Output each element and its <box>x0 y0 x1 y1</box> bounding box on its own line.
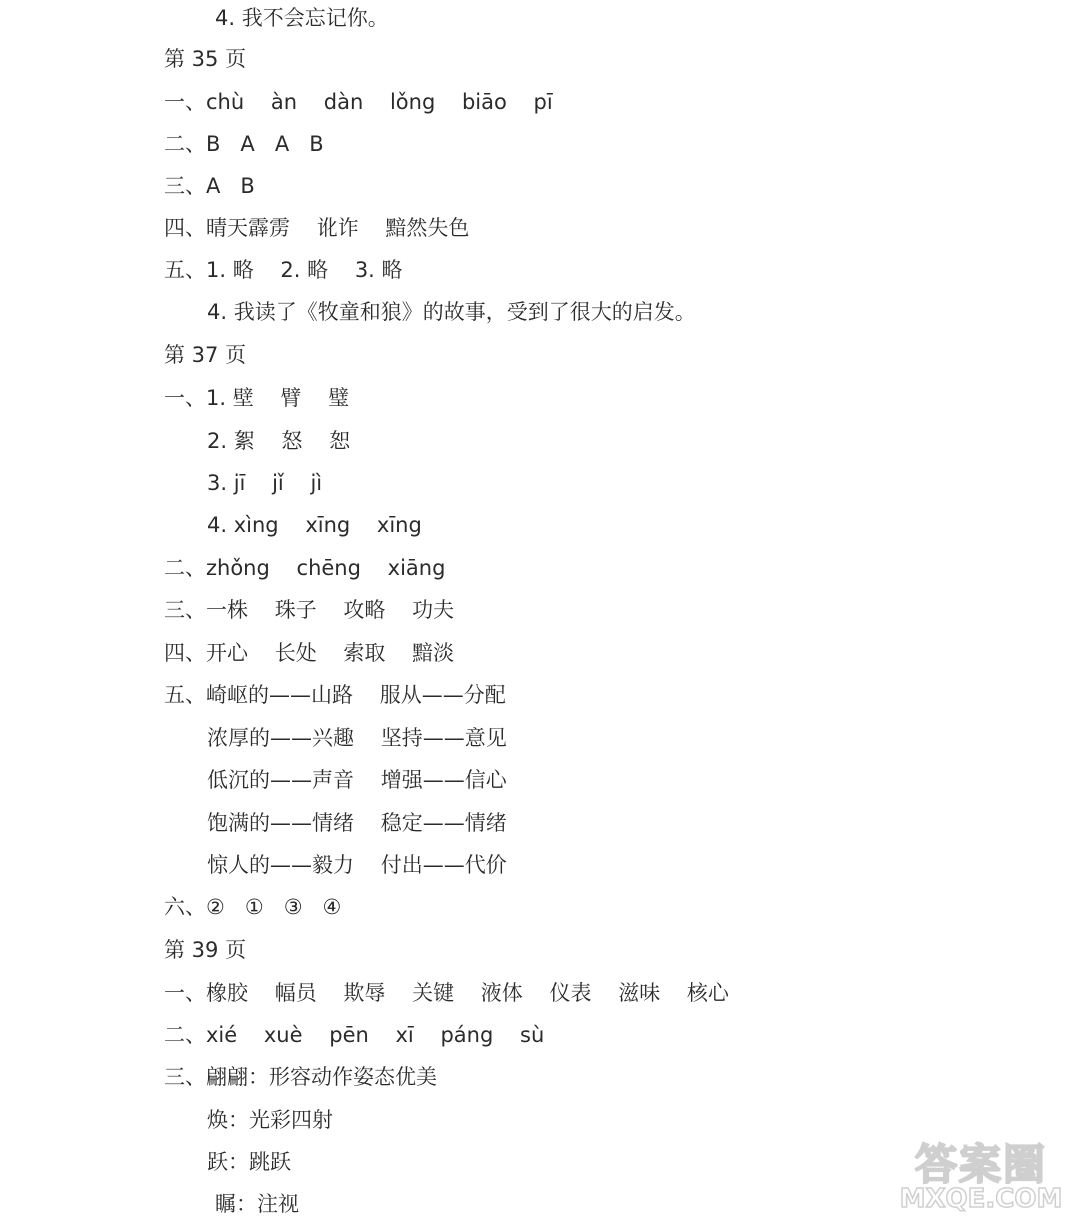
site-watermark <box>896 1132 1066 1216</box>
answer-line: 二、xié xuè pēn xī páng sù <box>164 1023 545 1047</box>
watermark-url: MXQE.COM <box>899 1184 1063 1214</box>
page-heading: 第 35 页 <box>164 47 247 71</box>
answer-line: 4. xìng xīng xīng <box>207 513 422 537</box>
answer-line: 一、chù àn dàn lǒng biāo pī <box>164 90 553 114</box>
answer-line: 3. jī jǐ jì <box>207 471 323 495</box>
answer-line: 二、zhǒng chēng xiāng <box>164 556 446 580</box>
answer-line: 六、② ① ③ ④ <box>164 895 342 919</box>
answer-line: 低沉的——声音 增强——信心 <box>207 768 507 792</box>
answer-line: 浓厚的——兴趣 坚持——意见 <box>207 726 507 750</box>
answer-line: 五、1. 略 2. 略 3. 略 <box>164 258 403 282</box>
answer-line: 二、B A A B <box>164 132 324 156</box>
watermark-text: 答案圈 <box>914 1140 1047 1189</box>
answer-line: 三、翩翩：形容动作姿态优美 <box>164 1065 437 1089</box>
answer-line: 瞩：注视 <box>215 1192 299 1216</box>
answer-line: 三、一株 珠子 攻略 功夫 <box>164 598 455 622</box>
answer-line: 饱满的——情绪 稳定——情绪 <box>207 811 507 835</box>
answer-line: 焕：光彩四射 <box>207 1108 333 1132</box>
page-heading: 第 39 页 <box>164 938 247 962</box>
answer-line: 四、晴天霹雳 讹诈 黯然失色 <box>164 216 470 240</box>
page-heading: 第 37 页 <box>164 343 247 367</box>
answer-line: 4. 我不会忘记你。 <box>215 6 389 30</box>
answer-line: 惊人的——毅力 付出——代价 <box>207 853 507 877</box>
answer-line: 一、橡胶 幅员 欺辱 关键 液体 仪表 滋味 核心 <box>164 981 729 1005</box>
answer-line: 一、1. 壁 臂 璧 <box>164 386 350 410</box>
answer-line: 4. 我读了《牧童和狼》的故事，受到了很大的启发。 <box>207 300 696 324</box>
answer-line: 三、A B <box>164 174 255 198</box>
answer-line: 五、崎岖的——山路 服从——分配 <box>164 683 506 707</box>
answer-line: 2. 絮 怒 恕 <box>207 429 351 453</box>
answer-line: 跃：跳跃 <box>207 1150 291 1174</box>
answer-line: 四、开心 长处 索取 黯淡 <box>164 641 455 665</box>
